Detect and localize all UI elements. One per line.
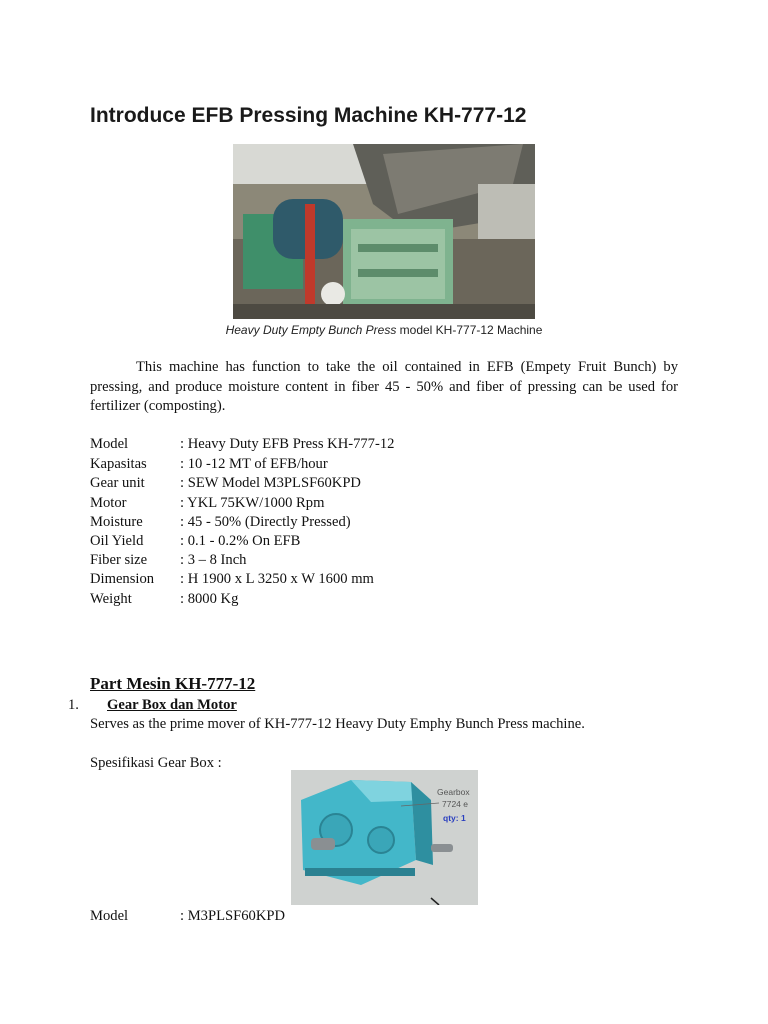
spec-value: : M3PLSF60KPD [180,908,286,924]
spec-row-dimension [90,570,374,588]
gearbox-name-label: Gearbox [437,787,470,797]
spec-value: : YKL 75KW/1000 Rpm [180,495,325,511]
spec-key: Gear unit [90,475,145,491]
spec-key: Kapasitas [90,456,147,472]
gearbox-image [291,770,478,905]
section-title: Part Mesin KH-777-12 [90,674,256,693]
spec-value: : 3 – 8 Inch [180,552,247,568]
spec-value: : SEW Model M3PLSF60KPD [180,475,361,491]
spec-value: : 45 - 50% (Directly Pressed) [180,514,351,530]
spec-key: Oil Yield [90,533,144,549]
intro-paragraph: This machine has function to take the oil contained in EFB (Empety Fruit Bunch) by pressing, and produce moisture content in fiber 45 - 50% and fiber of pressing can be used for fertilizer (composting). [90,359,678,414]
spec-value: : 0.1 - 0.2% On EFB [180,533,301,549]
page-title: Introduce EFB Pressing Machine KH-777-12 [90,104,527,127]
part-title: Gear Box dan Motor [107,697,237,713]
spec-row-motor [90,494,324,512]
spec-heading: Spesifikasi Gear Box : [90,755,222,771]
spec-key: Fiber size [90,552,148,568]
list-number: 1. [68,697,79,713]
caption-italic: Heavy Duty Empty Bunch Press [225,323,397,337]
spec-key: Moisture [90,514,143,530]
caption-rest: model KH-777-12 Machine [396,323,543,337]
spec-row-fiber-size [90,551,246,569]
spec-value: : Heavy Duty EFB Press KH-777-12 [180,436,395,452]
gearbox-code-label: 7724 e [442,799,468,809]
photo-caption [0,323,768,337]
spec-key: Model [90,436,129,452]
spec-value: : 8000 Kg [180,591,239,607]
gearbox-qty-label: qty: 1 [443,813,466,823]
spec-row-gear-unit [90,474,361,492]
spec-key: Model [90,908,129,924]
machine-photo [233,144,535,319]
spec-row-weight [90,590,238,608]
spec-key: Weight [90,591,132,607]
spec-row-oil-yield [90,532,300,550]
part-description: Serves as the prime mover of KH-777-12 Heavy Duty Emphy Bunch Press machine. [90,716,585,732]
spec-row-gearbox-model [90,907,285,925]
spec-row-kapasitas [90,455,328,473]
spec-value: : H 1900 x L 3250 x W 1600 mm [180,571,374,587]
spec-row-model [90,435,394,453]
spec-row-moisture [90,513,351,531]
spec-key: Motor [90,495,127,511]
spec-value: : 10 -12 MT of EFB/hour [180,456,328,472]
spec-key: Dimension [90,571,155,587]
